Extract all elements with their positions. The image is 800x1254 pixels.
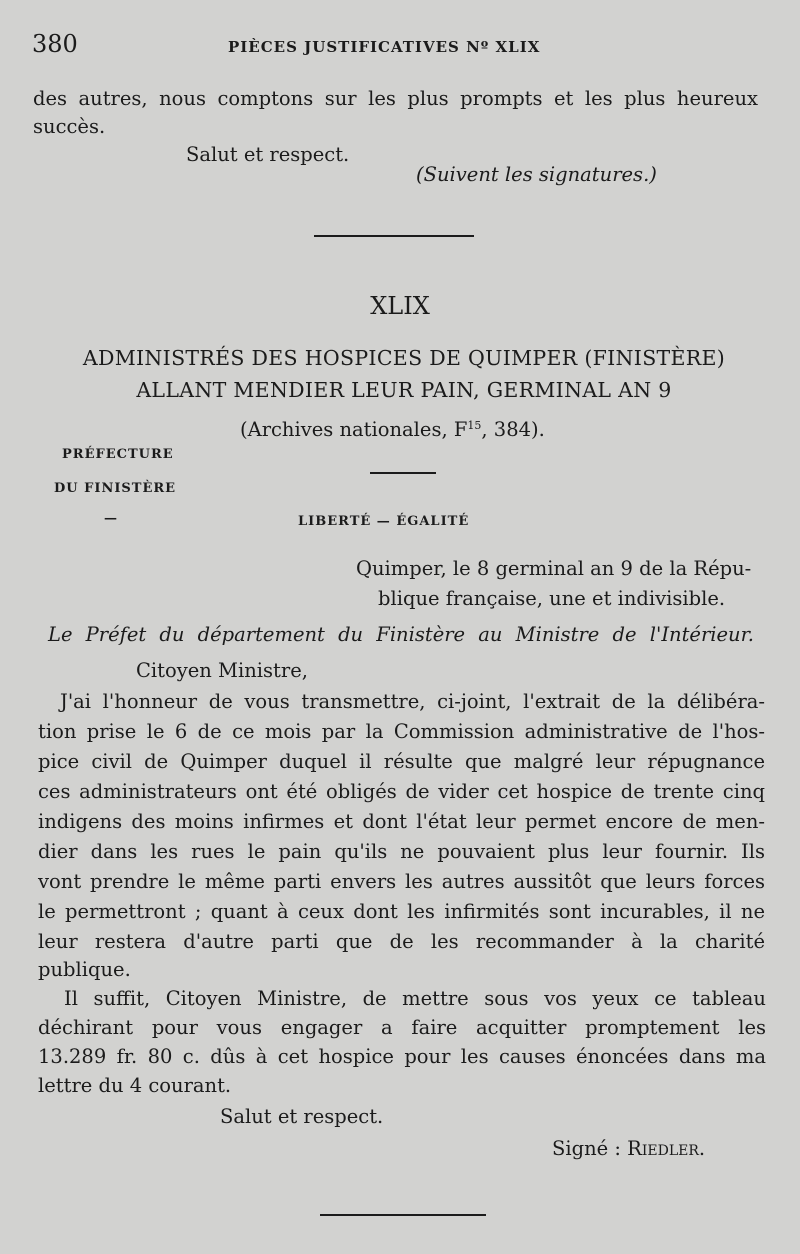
- archive-prefix: (Archives nationales, F: [240, 418, 468, 441]
- paragraph-line: pice civil de Quimper duquel il résulte que malgré leur répugnance: [38, 750, 765, 773]
- running-head: PIÈCES JUSTIFICATIVES Nº XLIX: [228, 38, 541, 56]
- archive-reference: [240, 418, 545, 441]
- date-line: blique française, une et indivisible.: [378, 587, 726, 610]
- footer-rule: [320, 1214, 486, 1216]
- section-divider: [314, 235, 474, 237]
- paragraph-line: Il suffit, Citoyen Ministre, de mettre sous vos yeux ce tableau: [64, 987, 766, 1010]
- previous-text-line: des autres, nous comptons sur les plus prompts et les plus heureux: [33, 87, 758, 110]
- signatory-name: Riedler.: [627, 1137, 706, 1160]
- paragraph-line: ces administrateurs ont été obligés de vider cet hospice de trente cinq: [38, 780, 765, 803]
- section-title-line: ALLANT MENDIER LEUR PAIN, GERMINAL AN 9: [136, 378, 672, 402]
- previous-closing: Salut et respect.: [186, 143, 350, 166]
- archive-superscript: 15: [467, 419, 482, 432]
- letter-salutation: Citoyen Ministre,: [136, 659, 308, 682]
- letterhead-dash: —: [104, 511, 118, 526]
- signature-prefix: Signé :: [552, 1137, 628, 1160]
- prefecture-label: PRÉFECTURE: [62, 447, 174, 462]
- paragraph-line: déchirant pour vous engager a faire acquitter promptement les: [38, 1016, 766, 1039]
- paragraph-line: lettre du 4 courant.: [38, 1074, 232, 1097]
- paragraph-line: tion prise le 6 de ce mois par la Commission administrative de l'hos-: [38, 720, 765, 743]
- previous-text-line: succès.: [33, 115, 106, 138]
- paragraph-line: dier dans les rues le pain qu'ils ne pouvaient plus leur fournir. Ils: [38, 840, 765, 863]
- paragraph-line: publique.: [38, 958, 131, 981]
- date-line: Quimper, le 8 germinal an 9 de la Répu-: [356, 557, 752, 580]
- republic-motto: LIBERTÉ — ÉGALITÉ: [298, 514, 470, 529]
- paragraph-line: le permettront ; quant à ceux dont les infirmités sont incurables, il ne: [38, 900, 765, 923]
- paragraph-line: indigens des moins infirmes et dont l'état leur permet encore de men-: [38, 810, 765, 833]
- title-underline: [370, 472, 436, 474]
- archive-suffix: , 384).: [481, 418, 545, 441]
- paragraph-line: 13.289 fr. 80 c. dûs à cet hospice pour les causes énoncées dans ma: [38, 1045, 766, 1068]
- letter-addressee: Le Préfet du département du Finistère au Ministre de l'Intérieur.: [48, 623, 754, 646]
- letter-signature: [552, 1134, 705, 1164]
- previous-signatures: (Suivent les signatures.): [416, 163, 657, 186]
- letter-closing: Salut et respect.: [220, 1105, 384, 1128]
- paragraph-line: leur restera d'autre parti que de les recommander à la charité: [38, 930, 765, 953]
- department-label: DU FINISTÈRE: [54, 481, 177, 496]
- page-number: 380: [32, 30, 78, 58]
- section-title-line: ADMINISTRÉS DES HOSPICES DE QUIMPER (FINISTÈRE): [82, 346, 726, 370]
- paragraph-line: J'ai l'honneur de vous transmettre, ci-joint, l'extrait de la délibéra-: [60, 690, 765, 713]
- section-number: XLIX: [370, 292, 430, 320]
- paragraph-line: vont prendre le même parti envers les autres aussitôt que leurs forces: [38, 870, 765, 893]
